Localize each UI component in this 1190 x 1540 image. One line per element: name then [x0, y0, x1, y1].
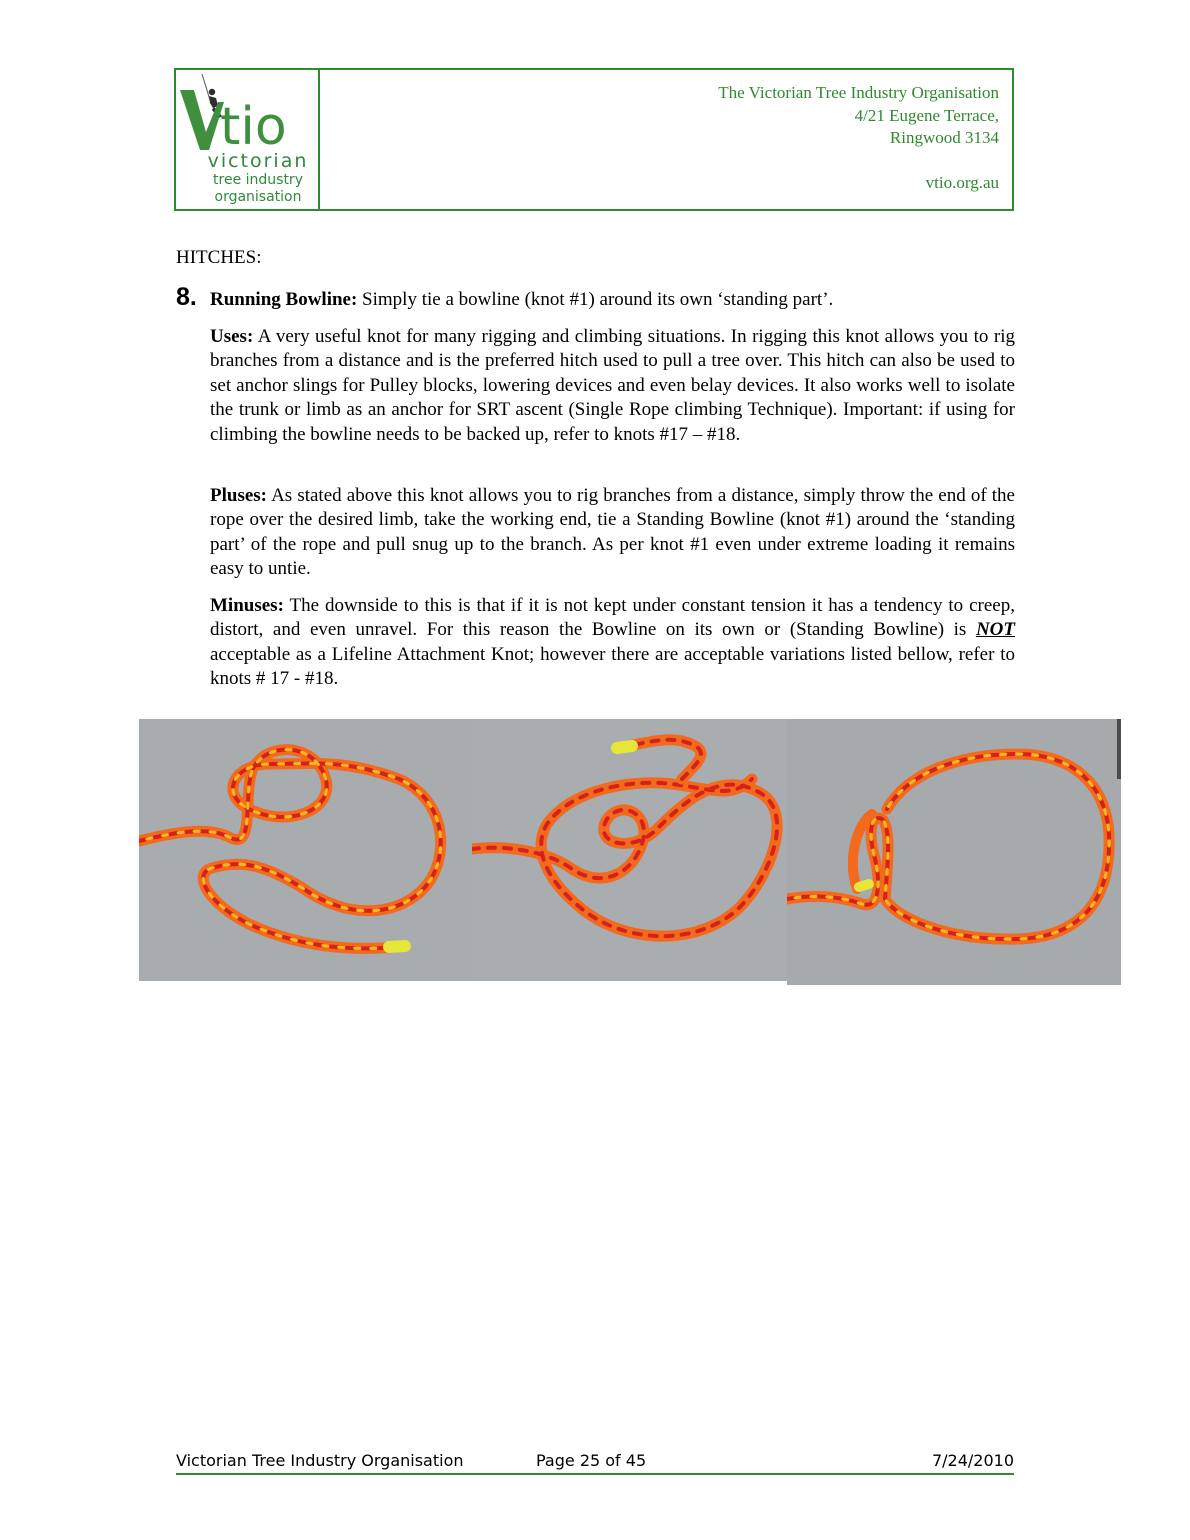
- address-line-2: Ringwood 3134: [889, 128, 999, 147]
- page-footer: [176, 1451, 1014, 1475]
- footer-page-number: Page 25 of 45: [536, 1451, 647, 1470]
- rope-step-1-image: [139, 719, 472, 981]
- logo-line-tree-industry: tree industry: [213, 172, 303, 188]
- rope-step-2-image: [472, 719, 787, 981]
- uses-label: Uses:: [210, 326, 254, 347]
- knot-title: [176, 283, 1016, 312]
- minuses-paragraph: [210, 594, 1015, 692]
- pluses-paragraph: [210, 484, 1015, 582]
- knot-photo-strip: [139, 719, 1121, 985]
- minuses-label: Minuses:: [210, 595, 284, 616]
- pluses-text: As stated above this knot allows you to rig branches from a distance, simply throw the end of the rope over the desired limb, take the working end, tie a Standing Bowline (knot #1) around the ‘standing part’ of the rope and pull snug up to the branch. As per knot #1 even under extreme loading it remains easy to untie.: [210, 485, 1015, 580]
- knot-photo-step-1: [139, 719, 472, 981]
- logo-line-organisation: organisation: [214, 189, 302, 205]
- knot-photo-step-3: [787, 719, 1121, 985]
- not-emphasis: NOT: [975, 619, 1015, 641]
- uses-text: A very useful knot for many rigging and climbing situations. In rigging this knot allows you to rig branches from a distance and is the preferred hitch used to pull a tree over. This hitch can also be used to set anchor slings for Pulley blocks, lowering devices and even belay devices. It also works well to isolate the trunk or limb as an anchor for SRT ascent (Single Rope climbing Technique). Important: if using for climbing the bowline needs to be backed up, refer to knots #17 – #18.: [210, 326, 1015, 445]
- rope-step-3-image: [787, 719, 1121, 985]
- logo-line-victorian: victorian: [207, 150, 309, 172]
- knot-photo-step-2: [472, 719, 787, 981]
- website-link[interactable]: vtio.org.au: [925, 172, 999, 192]
- minuses-text-2: acceptable as a Lifeline Attachment Knot; however there are acceptable variations listed bellow, refer to knots # 17 - #18.: [210, 643, 1015, 690]
- footer-date: 7/24/2010: [931, 1451, 1014, 1470]
- knot-number: 8.: [176, 283, 197, 311]
- knot-name: Running Bowline:: [210, 289, 358, 310]
- pluses-label: Pluses:: [210, 485, 267, 506]
- logo-letters: tio: [220, 97, 287, 157]
- letterhead: [174, 68, 1014, 211]
- footer-org: Victorian Tree Industry Organisation: [176, 1451, 464, 1470]
- uses-paragraph: [210, 325, 1015, 447]
- minuses-text-1: The downside to this is that if it is not kept under constant tension it has a tendency to creep, distort, and even unravel. For this reason the Bowline on its own or (Standing Bowline) is: [210, 595, 1015, 641]
- vtio-logo: [176, 70, 320, 209]
- address-line-1: 4/21 Eugene Terrace,: [854, 105, 999, 125]
- org-address-block: [718, 82, 999, 194]
- knot-summary: Simply tie a bowline (knot #1) around its own ‘standing part’.: [357, 289, 834, 310]
- section-heading: HITCHES:: [176, 247, 262, 268]
- org-name: The Victorian Tree Industry Organisation: [718, 83, 999, 102]
